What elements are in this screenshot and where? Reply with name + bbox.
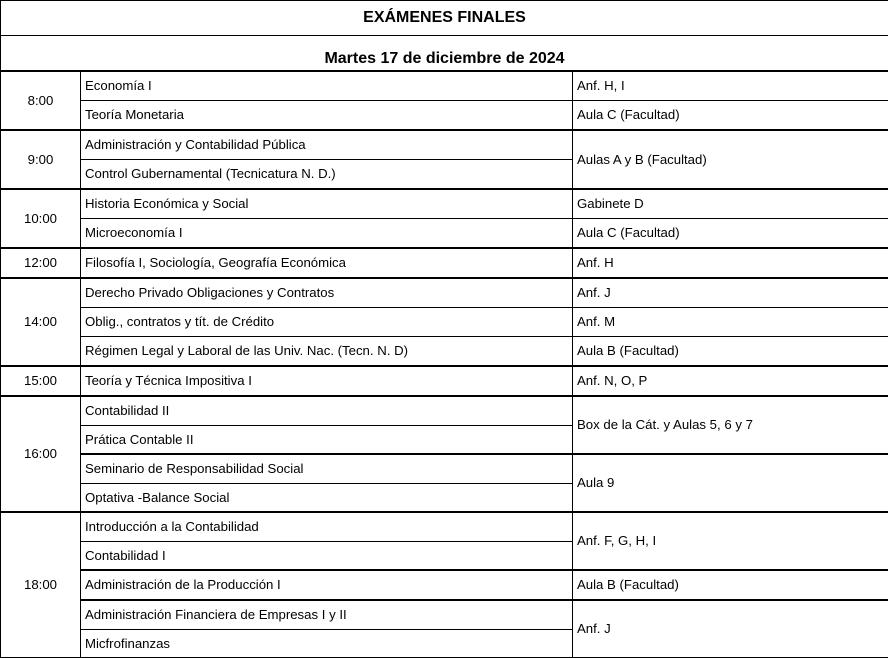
room-cell: Anf. J [573,278,888,308]
subject-cell: Contabilidad II [81,396,573,426]
subject-cell: Régimen Legal y Laboral de las Univ. Nac. (Tecn. N. D) [81,337,573,367]
time-slot-12: 12:00 [1,248,81,278]
subject-cell: Teoría Monetaria [81,101,573,131]
subject-cell: Derecho Privado Obligaciones y Contratos [81,278,573,308]
time-slot-9: 9:00 [1,130,81,189]
subject-cell: Microeconomía I [81,219,573,249]
time-slot-16: 16:00 [1,396,81,512]
table-row [1,396,888,426]
room-cell: Gabinete D [573,189,888,219]
subject-cell: Prática Contable II [81,426,573,455]
subject-cell: Filosofía I, Sociología, Geografía Económica [81,248,573,278]
subject-cell: Historia Económica y Social [81,189,573,219]
room-cell: Aulas A y B (Facultad) [573,130,888,189]
room-cell: Aula B (Facultad) [573,570,888,600]
time-slot-18: 18:00 [1,512,81,658]
schedule-title: EXÁMENES FINALES [1,1,888,36]
table-row [1,454,888,484]
room-cell: Anf. H, I [573,71,888,101]
subject-cell: Administración de la Producción I [81,570,573,600]
subject-cell: Micfrofinanzas [81,630,573,658]
room-cell: Box de la Cát. y Aulas 5, 6 y 7 [573,396,888,454]
table-row [1,219,888,249]
table-row [1,248,888,278]
table-row [1,130,888,160]
time-slot-8: 8:00 [1,71,81,130]
subject-cell: Introducción a la Contabilidad [81,512,573,542]
room-cell: Anf. F, G, H, I [573,512,888,570]
table-row [1,101,888,131]
table-row [1,366,888,396]
room-cell: Aula C (Facultad) [573,101,888,131]
subject-cell: Administración y Contabilidad Pública [81,130,573,160]
subject-cell: Oblig., contratos y tít. de Crédito [81,308,573,337]
schedule-date [1,36,888,72]
room-cell: Aula B (Facultad) [573,337,888,367]
table-row [1,570,888,600]
subject-cell: Optativa -Balance Social [81,484,573,513]
time-slot-14: 14:00 [1,278,81,366]
subject-cell: Administración Financiera de Empresas I y II [81,600,573,630]
table-row [1,600,888,630]
subject-cell: Economía I [81,71,573,101]
subject-cell: Control Gubernamental (Tecnicatura N. D.) [81,160,573,190]
time-slot-10: 10:00 [1,189,81,248]
time-slot-15: 15:00 [1,366,81,396]
table-row [1,337,888,367]
table-row [1,189,888,219]
table-row [1,278,888,308]
room-cell: Anf. M [573,308,888,337]
table-row [1,308,888,337]
subject-cell: Contabilidad I [81,542,573,571]
table-row [1,512,888,542]
subject-cell: Teoría y Técnica Impositiva I [81,366,573,396]
subject-cell: Seminario de Responsabilidad Social [81,454,573,484]
room-cell: Anf. N, O, P [573,366,888,396]
room-cell: Aula C (Facultad) [573,219,888,249]
schedule-date-text: Martes 17 de diciembre de 2024 [324,51,564,70]
table-row [1,71,888,101]
room-cell: Aula 9 [573,454,888,512]
room-cell: Anf. H [573,248,888,278]
room-cell: Anf. J [573,600,888,658]
